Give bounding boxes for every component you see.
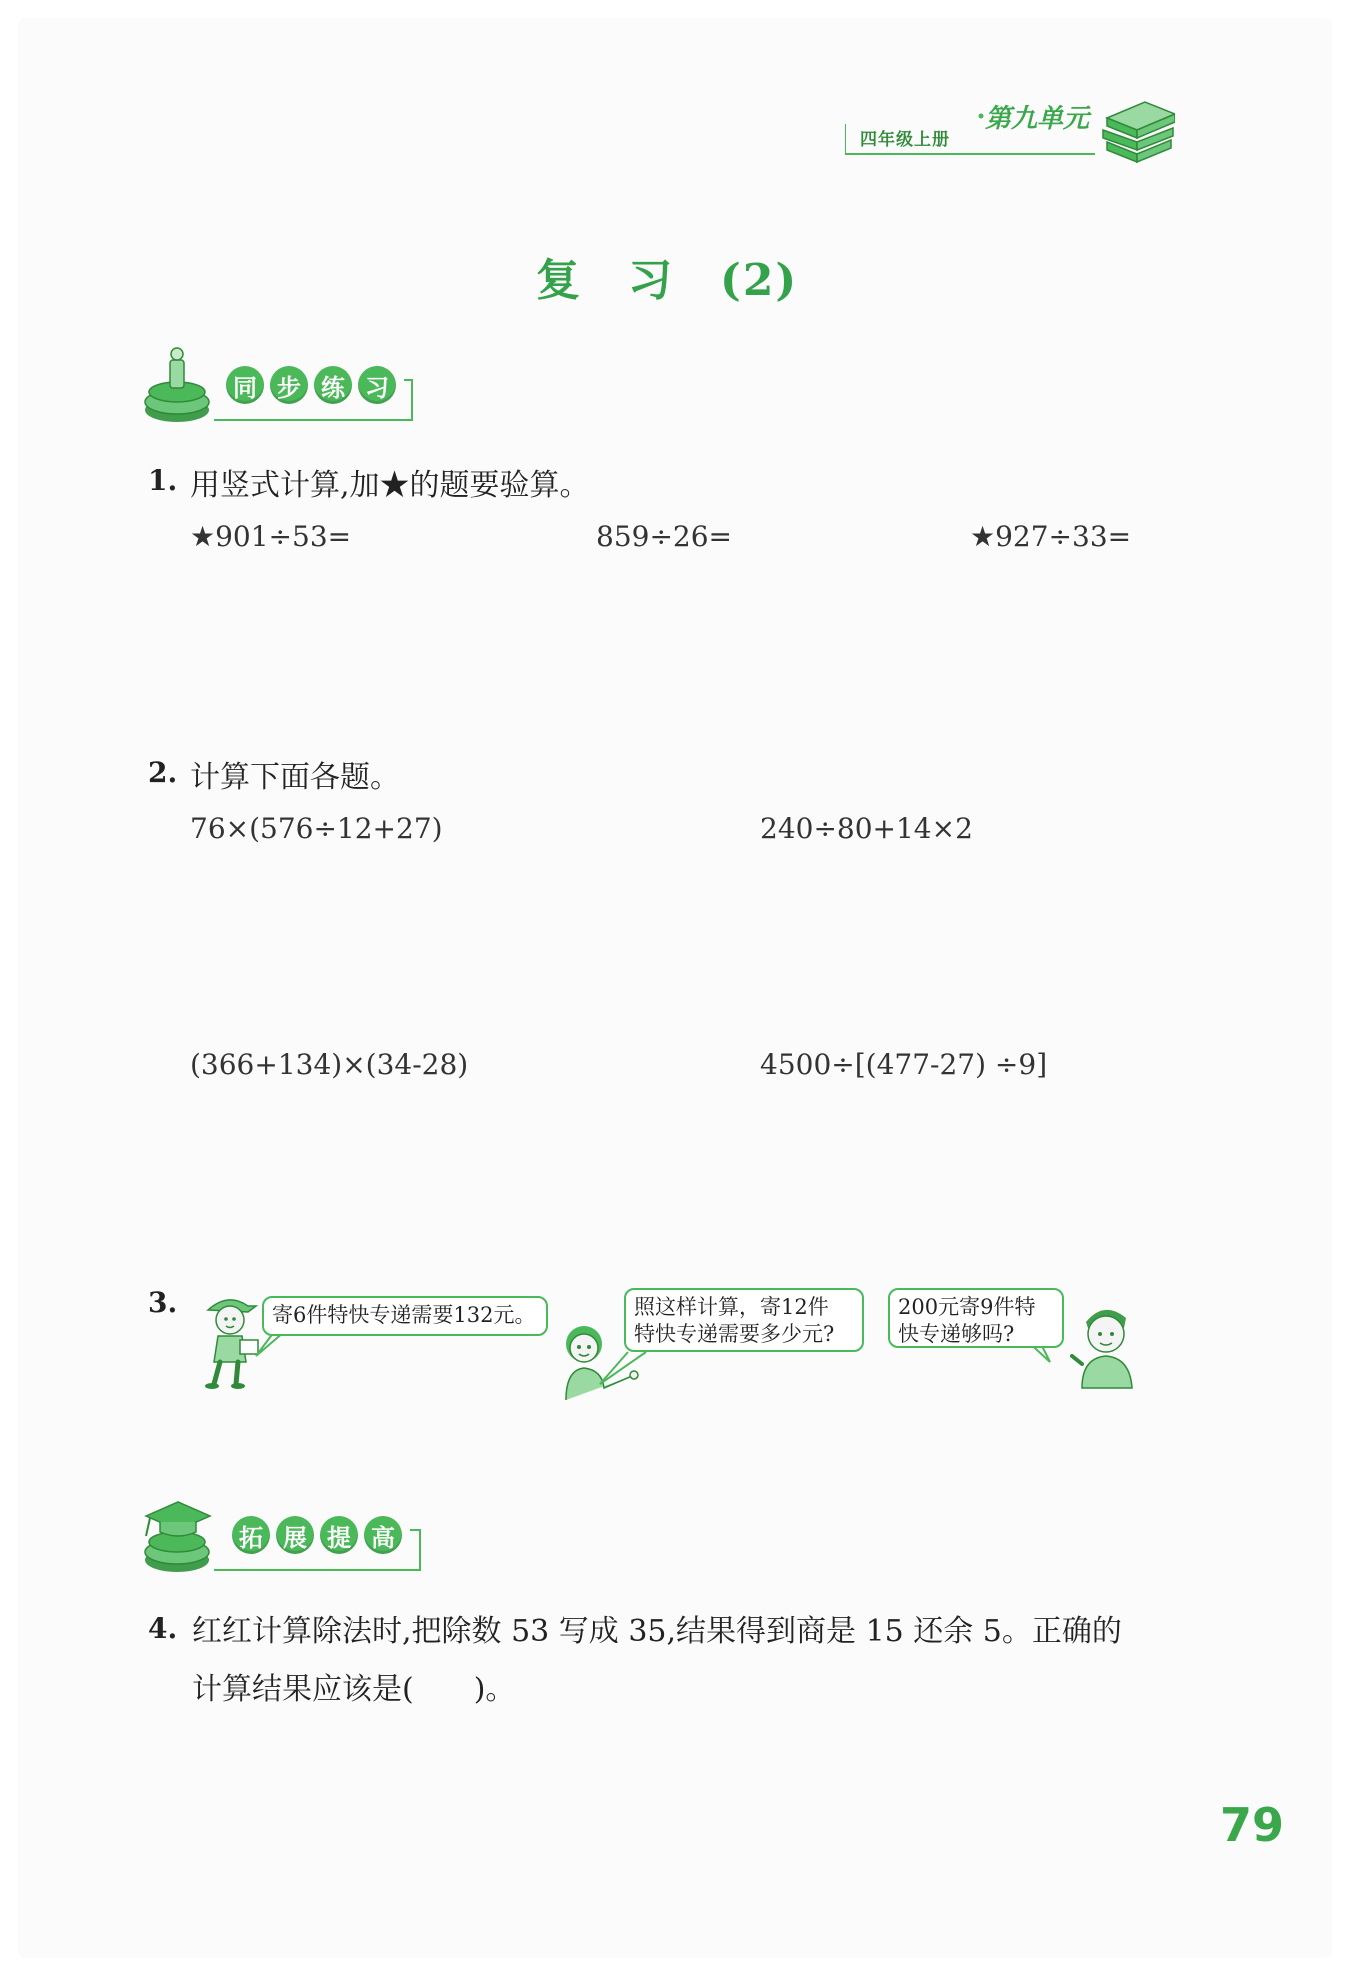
- question-text: 用竖式计算,加★的题要验算。: [190, 468, 590, 503]
- question-number: 4.: [148, 1612, 178, 1645]
- banner-char: 练: [314, 366, 352, 404]
- page-number: 79: [1220, 1798, 1285, 1852]
- banner-char: 步: [270, 366, 308, 404]
- speech-text: 照这样计算，寄12件: [634, 1295, 829, 1319]
- banner-char: 高: [364, 1516, 402, 1554]
- expression: 76×(576÷12+27): [190, 812, 443, 845]
- expression: ★927÷33=: [970, 520, 1132, 553]
- expression: 4500÷[(477-27) ÷9]: [760, 1048, 1048, 1081]
- banner-char: 展: [276, 1516, 314, 1554]
- question-number: 1.: [148, 464, 178, 497]
- expression: ★901÷53=: [190, 520, 352, 553]
- banner-char: 拓: [232, 1516, 270, 1554]
- speech-text: 快专递够吗?: [898, 1322, 1015, 1346]
- speech-text: 特快专递需要多少元?: [634, 1322, 835, 1346]
- books-lamp-icon: [145, 348, 209, 422]
- question-text: 计算下面各题。: [190, 760, 400, 795]
- question-number: 3.: [148, 1286, 178, 1319]
- books-icon: [1103, 102, 1175, 162]
- books-cap-icon: [145, 1502, 210, 1572]
- expression: 859÷26=: [596, 520, 732, 553]
- extension-banner-label: [232, 1516, 402, 1554]
- banner-char: 习: [358, 366, 396, 404]
- question-text: 红红计算除法时,把除数 53 写成 35,结果得到商是 15 还余 5。正确的: [192, 1614, 1122, 1649]
- expression: (366+134)×(34-28): [190, 1048, 469, 1081]
- speech-bubble: [888, 1288, 1064, 1348]
- expression: 240÷80+14×2: [760, 812, 973, 845]
- speech-bubble: [624, 1288, 864, 1352]
- page-title: 复 习 (2): [536, 255, 799, 306]
- banner-char: 提: [320, 1516, 358, 1554]
- speech-text: 200元寄9件特: [898, 1295, 1036, 1319]
- question-number: 2.: [148, 756, 178, 789]
- boy-illustration: [1068, 1298, 1146, 1390]
- grade-label: 四年级上册: [860, 130, 950, 150]
- unit-label: 第九单元: [985, 104, 1090, 134]
- banner-char: 同: [226, 366, 264, 404]
- speech-tail: [594, 1350, 654, 1390]
- practice-banner-label: [226, 366, 396, 404]
- question-text-answer-line: 计算结果应该是( )。: [192, 1672, 516, 1707]
- speech-text: 寄6件特快专递需要132元。: [272, 1303, 536, 1327]
- speech-bubble: [262, 1296, 548, 1336]
